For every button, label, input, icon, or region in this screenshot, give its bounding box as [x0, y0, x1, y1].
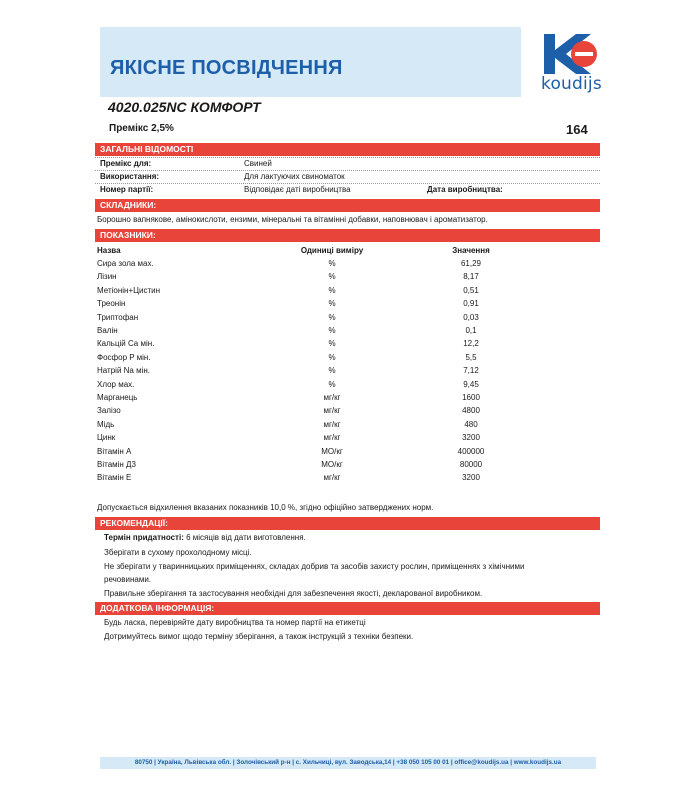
indicator-name: Залізо	[97, 406, 121, 415]
recommendation-line: Правильне зберігання та застосування необхідні для забезпечення якості, декларованої виробником.	[104, 589, 483, 598]
indicator-value: 400000	[457, 447, 485, 456]
indicator-value: 4800	[462, 406, 480, 415]
indicator-value: 480	[464, 420, 478, 429]
indicator-unit: %	[328, 366, 336, 375]
indicator-name: Лізин	[97, 272, 117, 281]
indicator-unit: %	[328, 272, 336, 281]
indicator-name: Сира зола мах.	[97, 259, 154, 268]
section-recommendations-heading: РЕКОМЕНДАЦІЇ:	[95, 517, 600, 530]
footer-contacts: 80750 | Україна, Львівська обл. | Золочівський р-н | с. Хильчиці, вул. Заводська,14 | +38 050 105 00 01 | office@koudijs.ua | www.koudijs.ua	[100, 757, 596, 769]
indicator-unit: МО/кг	[321, 460, 343, 469]
indicator-value: 9,45	[463, 380, 479, 389]
indicator-unit: %	[328, 313, 336, 322]
section-additional-heading: ДОДАТКОВА ІНФОРМАЦІЯ:	[95, 602, 600, 615]
shelf-life-value: 6 місяців від дати виготовлення.	[186, 533, 306, 542]
indicator-name: Фосфор P мін.	[97, 353, 151, 362]
additional-line: Будь ласка, перевіряйте дату виробництва та номер партії на етикетці	[104, 618, 366, 627]
indicator-name: Марганець	[97, 393, 138, 402]
indicator-name: Натрій Na мін.	[97, 366, 150, 375]
recommendation-line: Не зберігати у тваринницьких приміщеннях, складах добрив та засобів захисту рослин, приміщеннях з хімічними	[104, 562, 525, 571]
indicator-unit: %	[328, 339, 336, 348]
logo-wordmark: koudijs	[541, 74, 602, 94]
recommendation-line: Зберігати в сухому прохолодному місці.	[104, 548, 252, 557]
section-indicators-heading: ПОКАЗНИКИ:	[95, 229, 600, 242]
indicator-name: Валін	[97, 326, 118, 335]
indicator-unit: МО/кг	[321, 447, 343, 456]
indicator-value: 61,29	[460, 259, 482, 268]
page-title: ЯКІСНЕ ПОСВІДЧЕННЯ	[110, 57, 343, 79]
shelf-life	[104, 533, 306, 543]
indicator-unit: мг/кг	[323, 420, 341, 429]
composition-text: Борошно вапнякове, амінокислоти, ензими, мінеральні та вітамінні добавки, наповнювач і ароматизатор.	[97, 215, 488, 224]
production-date-label: Дата виробництва:	[427, 185, 503, 194]
indicator-unit: %	[328, 299, 336, 308]
indicator-name: Треонін	[97, 299, 126, 308]
indicator-value: 0,1	[465, 326, 477, 335]
indicator-unit: мг/кг	[323, 433, 341, 442]
indicator-name: Хлор мах.	[97, 380, 135, 389]
indicator-unit: %	[328, 326, 336, 335]
divider	[95, 183, 600, 184]
premix-label: Премікс 2,5%	[109, 123, 174, 134]
recommendation-line: речовинами.	[104, 575, 152, 584]
indicator-unit: %	[328, 353, 336, 362]
general-label-usage: Використання:	[100, 172, 160, 181]
general-value-batch: Відповідає даті виробництва	[244, 185, 351, 194]
document-number: 164	[566, 122, 588, 137]
divider	[95, 157, 600, 158]
indicator-name: Вітамін А	[97, 447, 132, 456]
indicator-value: 3200	[462, 433, 480, 442]
indicator-name: Триптофан	[97, 313, 139, 322]
indicator-name: Вітамін Е	[97, 473, 132, 482]
tolerance-note: Допускається відхилення вказаних показників 10,0 %, згідно офіційно затверджених норм.	[97, 503, 434, 512]
col-header-value: Значення	[452, 246, 490, 255]
indicator-name: Метіонін+Цистин	[97, 286, 161, 295]
indicator-unit: %	[328, 259, 336, 268]
section-general-heading: ЗАГАЛЬНІ ВІДОМОСТІ	[95, 143, 600, 156]
indicator-name: Цинк	[97, 433, 116, 442]
koudijs-logo-icon	[544, 34, 598, 74]
indicator-name: Мідь	[97, 420, 115, 429]
general-value-premix: Свиней	[244, 159, 272, 168]
indicator-value: 5,5	[465, 353, 477, 362]
indicator-unit: %	[328, 286, 336, 295]
indicator-value: 0,03	[463, 313, 479, 322]
product-code: 4020.025NC КОМФОРТ	[108, 99, 261, 115]
general-value-usage: Для лактуючих свиноматок	[244, 172, 345, 181]
indicator-unit: мг/кг	[323, 406, 341, 415]
indicator-value: 80000	[459, 460, 483, 469]
indicator-name: Вітамін Д3	[97, 460, 136, 469]
indicator-unit: мг/кг	[323, 473, 341, 482]
divider	[95, 170, 600, 171]
indicator-name: Кальцій Ca мін.	[97, 339, 155, 348]
indicator-value: 0,91	[463, 299, 479, 308]
col-header-unit: Одиниці виміру	[300, 246, 364, 255]
general-label-batch: Номер партії:	[100, 185, 154, 194]
indicator-value: 7,12	[463, 366, 479, 375]
section-composition-heading: СКЛАДНИКИ:	[95, 199, 600, 212]
col-header-name: Назва	[97, 246, 121, 255]
indicator-value: 1600	[462, 393, 480, 402]
indicator-value: 8,17	[463, 272, 479, 281]
additional-line: Дотримуйтесь вимог щодо терміну зберігання, а також інструкцій з техніки безпеки.	[104, 632, 414, 641]
indicator-value: 12,2	[463, 339, 479, 348]
indicator-value: 3200	[462, 473, 480, 482]
indicator-unit: %	[328, 380, 336, 389]
general-label-premix: Премікс для:	[100, 159, 152, 168]
shelf-life-label: Термін придатності:	[104, 533, 184, 542]
indicator-value: 0,51	[463, 286, 479, 295]
koudijs-logo	[543, 34, 603, 94]
indicator-unit: мг/кг	[323, 393, 341, 402]
title-band	[100, 27, 521, 97]
